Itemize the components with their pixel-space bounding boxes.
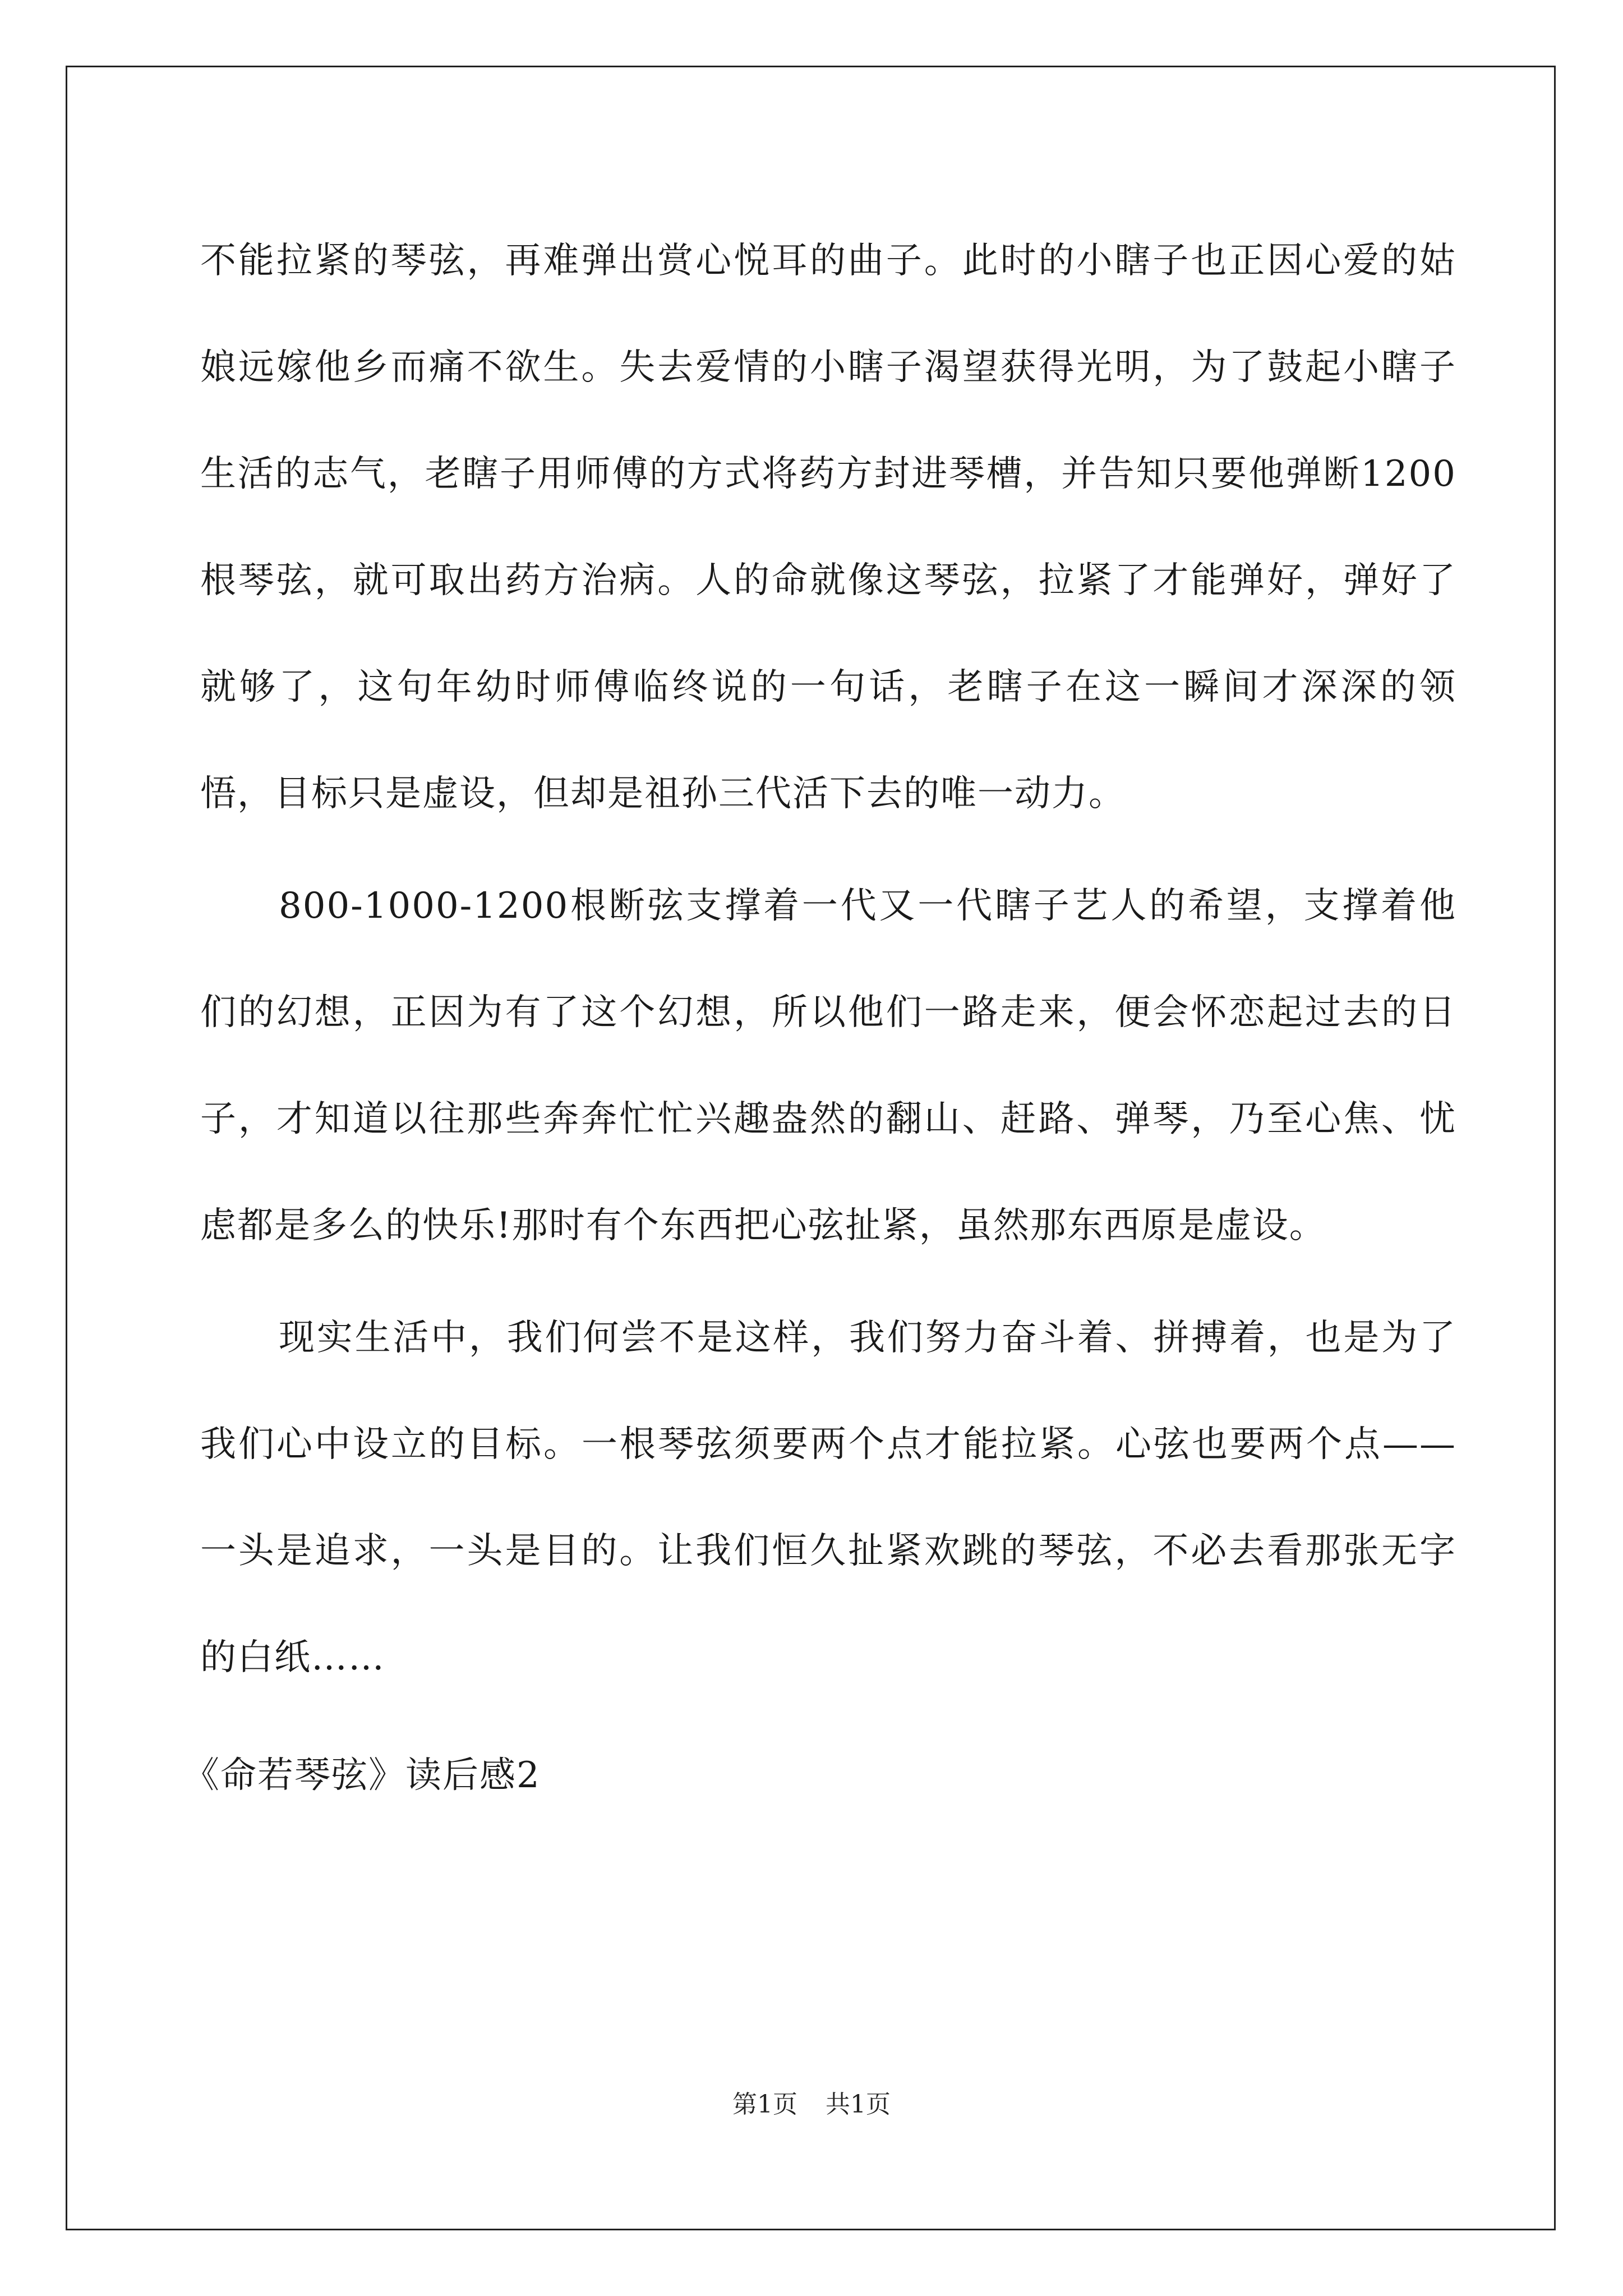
document-body [183,208,1456,1829]
page-total: 共1页 [826,2090,891,2119]
paragraph-1: 不能拉紧的琴弦，再难弹出赏心悦耳的曲子。此时的小瞎子也正因心爱的姑娘远嫁他乡而痛不欲生。失去爱情的小瞎子渴望获得光明，为了鼓起小瞎子生活的志气，老瞎子用师傅的方式将药方封进琴槽，并告知只要他弹断1200根琴弦，就可取出药方治病。人的命就像这琴弦，拉紧了才能弹好，弹好了就够了，这句年幼时师傅临终说的一句话，老瞎子在这一瞬间才深深的领悟，目标只是虚设，但却是祖孙三代活下去的唯一动力。 [200,240,1456,815]
paragraph-3: 现实生活中，我们何尝不是这样，我们努力奋斗着、拼搏着，也是为了我们心中设立的目标。一根琴弦须要两个点才能拉紧。心弦也要两个点——一头是追求，一头是目的。让我们恒久扯紧欢跳的琴弦，不必去看那张无字的白纸…… [200,1317,1456,1678]
page-footer [0,2088,1623,2122]
paragraph-2: 800-1000-1200根断弦支撑着一代又一代瞎子艺人的希望，支撑着他们的幻想，正因为有了这个幻想，所以他们一路走来，便会怀恋起过去的日子，才知道以往那些奔奔忙忙兴趣盎然的翻山、赶路、弹琴，乃至心焦、忧虑都是多么的快乐!那时有个东西把心弦扯紧，虽然那东西原是虚设。 [200,885,1456,1246]
page-number: 第1页 [732,2090,797,2119]
section-heading: 《命若琴弦》读后感2 [183,1755,541,1796]
